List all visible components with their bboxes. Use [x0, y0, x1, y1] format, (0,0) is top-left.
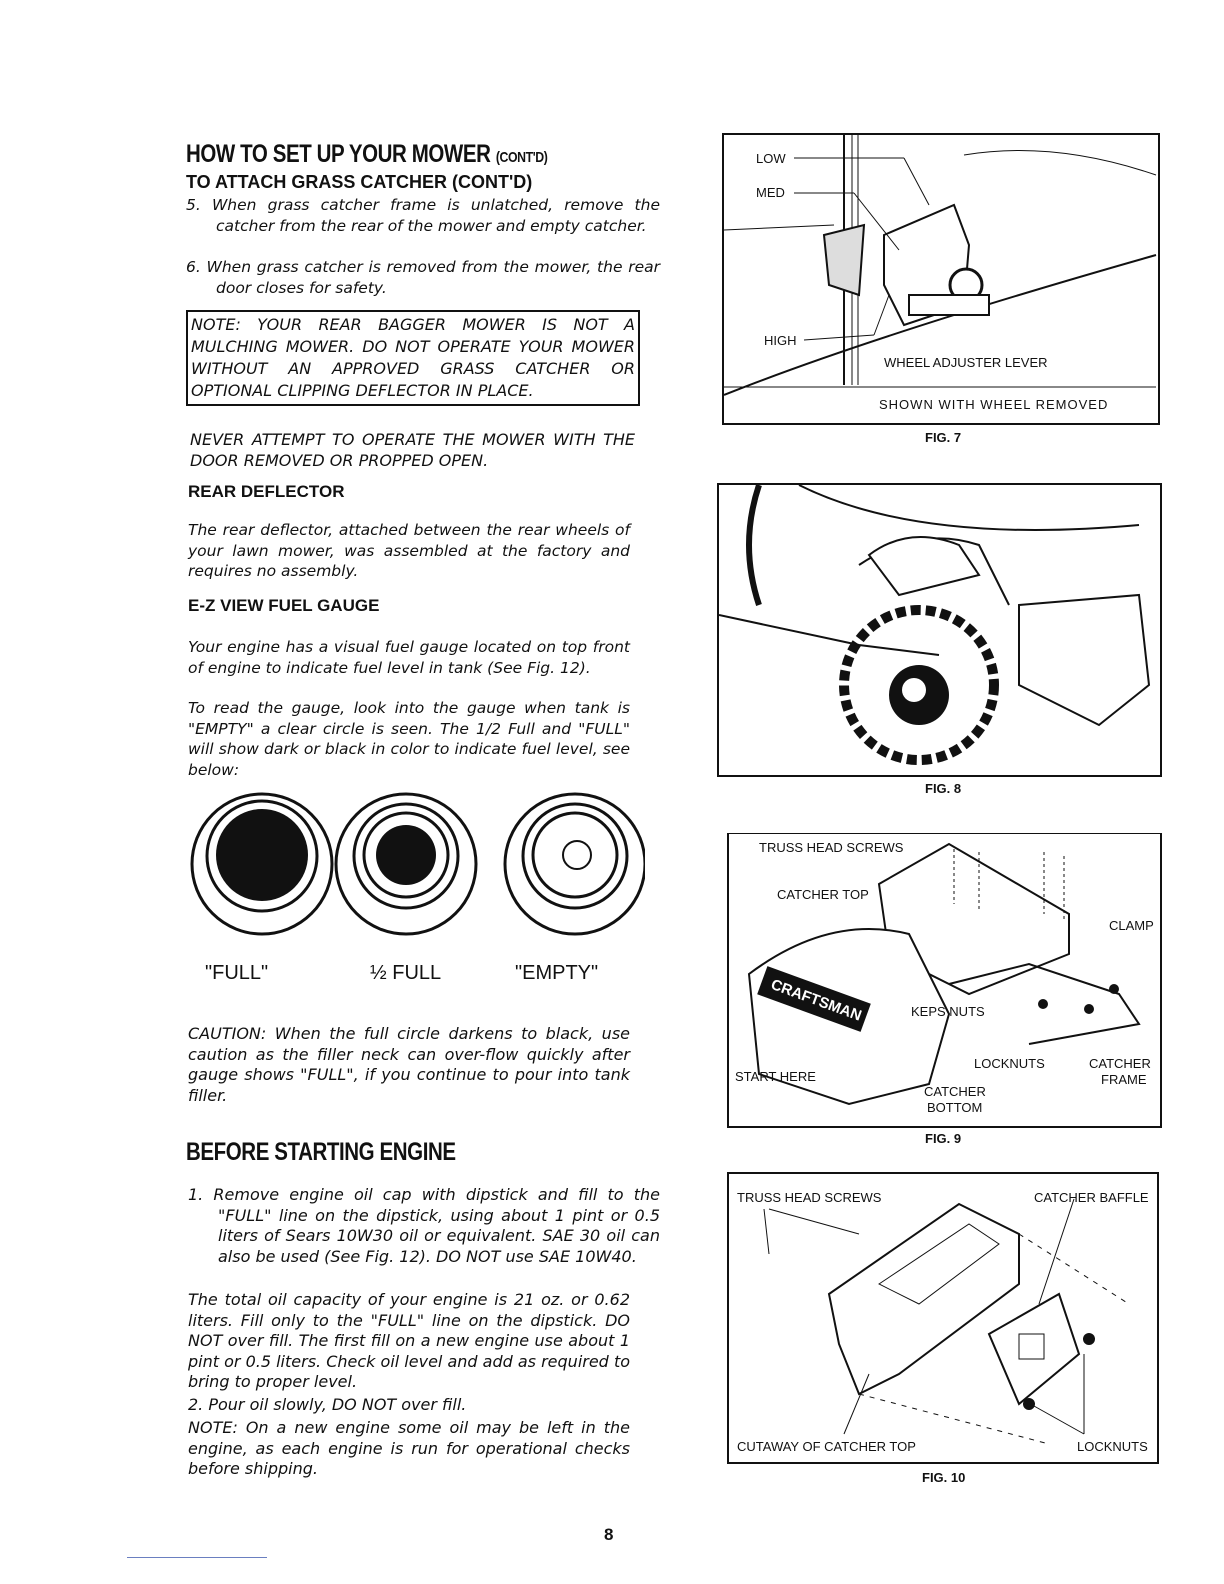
gauge-text-1: Your engine has a visual fuel gauge located on top front of engine to indicate fuel level in tank (See Fig. 12).: [188, 638, 630, 677]
subheading-rear-deflector: REAR DEFLECTOR: [188, 482, 345, 501]
figure-8-caption: FIG. 8: [925, 781, 962, 796]
label-locknuts: LOCKNUTS: [1077, 1439, 1148, 1454]
step-6: 6. When grass catcher is removed from the mower, the rear door closes for safety.: [186, 258, 660, 297]
gauge-text-2: To read the gauge, look into the gauge when tank is "EMPTY" a clear circle is seen. The 1/2 Full and "FULL" will show dark or black in color to indicate fuel level, see below:: [188, 699, 630, 779]
deflector-text: The rear deflector, attached between the rear wheels of your lawn mower, was assembled at the factory and requires no assembly.: [188, 521, 630, 580]
figure-7: [722, 133, 1160, 425]
label-clamp: CLAMP: [1109, 918, 1154, 933]
label-shown-wheel-removed: SHOWN WITH WHEEL REMOVED: [879, 397, 1109, 412]
label-start-here: START HERE: [735, 1069, 816, 1084]
label-low: LOW: [756, 151, 786, 166]
subheading-fuel-gauge: E-Z VIEW FUEL GAUGE: [188, 596, 380, 615]
label-catcher-frame-1: CATCHER: [1089, 1056, 1151, 1071]
page-number: 8: [604, 1525, 614, 1544]
footer-rule: [127, 1557, 267, 1558]
label-wheel-adjuster-lever: WHEEL ADJUSTER LEVER: [884, 355, 1048, 370]
gauge-half-full: [336, 794, 476, 934]
label-catcher-bottom-1: CATCHER: [924, 1084, 986, 1099]
section-title: [186, 140, 547, 169]
label-truss-head-screws: TRUSS HEAD SCREWS: [737, 1190, 882, 1205]
caution-text: CAUTION: When the full circle darkens to black, use caution as the filler neck can over-flow quickly after gauge shows "FULL", if you continue to pour into tank filler.: [188, 1024, 630, 1105]
figure-8: [717, 483, 1162, 777]
subheading-attach-catcher: TO ATTACH GRASS CATCHER (CONT'D): [186, 172, 533, 192]
start-step-2: 2. Pour oil slowly, DO NOT over fill.: [188, 1395, 467, 1414]
label-locknuts: LOCKNUTS: [974, 1056, 1045, 1071]
label-catcher-frame-2: FRAME: [1101, 1072, 1147, 1087]
label-keps-nuts: KEPS NUTS: [911, 1004, 985, 1019]
label-med: MED: [756, 185, 785, 200]
start-step-1: 1. Remove engine oil cap with dipstick and fill to the "FULL" line on the dipstick, using about 1 pint or 0.5 liters of Sears 10W30 oil or equivalent. SAE 30 oil can also be used (See Fig. 12). DO NOT use SAE 10W40.: [188, 1185, 660, 1266]
catcher-wheel-drawing: [719, 485, 1160, 775]
figure-10: [727, 1172, 1159, 1464]
gauge-full: [192, 794, 332, 934]
section-title-before-starting: BEFORE STARTING ENGINE: [186, 1138, 456, 1166]
label-catcher-top: CATCHER TOP: [777, 887, 869, 902]
wheel-adjuster-drawing: [724, 135, 1158, 423]
figure-7-caption: FIG. 7: [925, 430, 962, 445]
start-note: NOTE: On a new engine some oil may be left in the engine, as each engine is run for operational checks before shipping.: [188, 1418, 630, 1478]
gauge-empty: [505, 794, 645, 934]
title-text: HOW TO SET UP YOUR MOWER: [186, 140, 491, 168]
label-catcher-bottom-2: BOTTOM: [927, 1100, 983, 1115]
gauge-label-half: ½ FULL: [370, 962, 442, 984]
figure-10-caption: FIG. 10: [922, 1470, 966, 1485]
step-5: 5. When grass catcher frame is unlatched, remove the catcher from the rear of the mower and empty catcher.: [186, 196, 660, 235]
label-catcher-baffle: CATCHER BAFFLE: [1034, 1190, 1149, 1205]
oil-capacity-text: The total oil capacity of your engine is 21 oz. or 0.62 liters. Fill only to the "FULL" line on the dipstick. DO NOT over fill. The first fill on a new engine use about 1 pint or 0.5 liters. Check oil level and add as required to bring to proper level.: [188, 1290, 630, 1391]
gauge-label-empty: "EMPTY": [515, 962, 599, 984]
fuel-gauge-illustrations: [185, 785, 645, 945]
label-high: HIGH: [764, 333, 797, 348]
note-box: NOTE: YOUR REAR BAGGER MOWER IS NOT A MULCHING MOWER. DO NOT OPERATE YOUR MOWER WITHOUT AN APPROVED GRASS CATCHER OR OPTIONAL CLIPPING DEFLECTOR IN PLACE.: [186, 310, 640, 406]
label-truss-head-screws: TRUSS HEAD SCREWS: [759, 840, 904, 855]
gauge-label-full: "FULL": [205, 962, 269, 984]
craftsman-logo: CRAFTSMAN: [768, 976, 864, 1025]
catcher-baffle-drawing: [729, 1174, 1157, 1462]
label-cutaway-catcher-top: CUTAWAY OF CATCHER TOP: [737, 1439, 916, 1454]
figure-9: [727, 833, 1162, 1128]
figure-9-caption: FIG. 9: [925, 1131, 962, 1146]
warning-text: NEVER ATTEMPT TO OPERATE THE MOWER WITH THE DOOR REMOVED OR PROPPED OPEN.: [190, 430, 635, 470]
title-suffix: (CONT'D): [495, 149, 548, 166]
